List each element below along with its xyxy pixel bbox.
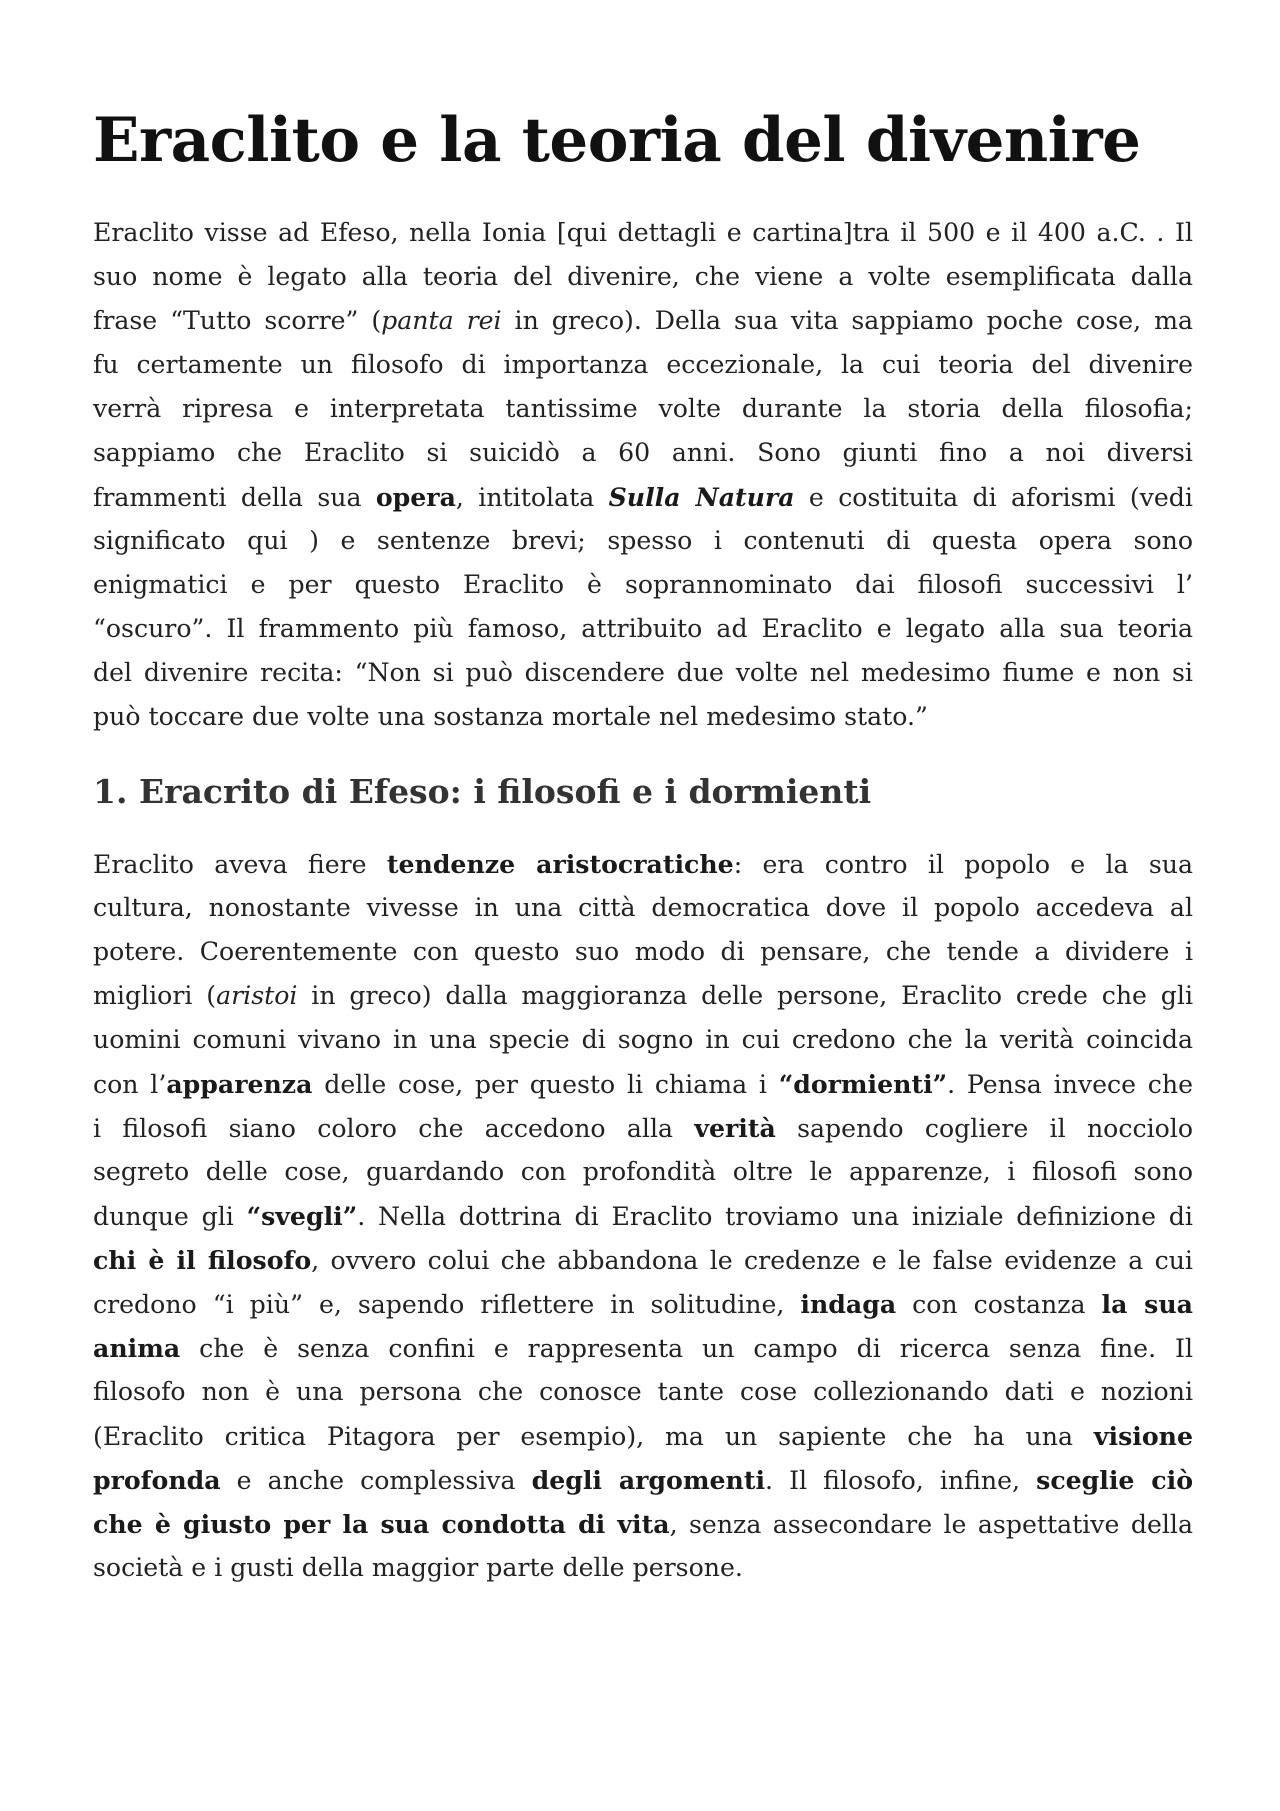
bold-term: anima xyxy=(93,1333,181,1363)
text-line: enigmatici e per questo Eraclito è soprannominato dai filosofi successivi l’ xyxy=(93,570,1193,599)
text-line: può toccare due volte una sostanza mortale nel medesimo stato.” xyxy=(93,702,928,731)
text-run: (Eraclito critica Pitagora per esempio), ma un sapiente che ha una xyxy=(93,1422,1094,1451)
text-run: , ovvero colui che abbandona le credenze e le false evidenze a cui xyxy=(311,1246,1193,1275)
text-run: . Il filosofo, infine, xyxy=(765,1466,1037,1495)
text-run: delle cose, per questo li chiama i xyxy=(312,1070,779,1099)
text-run: migliori ( xyxy=(93,981,217,1010)
text-run: sapendo cogliere il nocciolo xyxy=(775,1114,1194,1143)
text-line: suo nome è legato alla teoria del divenire, che viene a volte esemplificata dalla xyxy=(93,262,1193,291)
bold-term: chi è il filosofo xyxy=(93,1245,312,1275)
text-line xyxy=(93,299,1193,343)
bold-term: “svegli” xyxy=(246,1201,358,1231)
text-line: filosofo non è una persona che conosce tante cose collezionando dati e nozioni xyxy=(93,1377,1193,1406)
text-line: società e i gusti della maggior parte delle persone. xyxy=(93,1553,743,1582)
text-line xyxy=(93,1062,1193,1106)
text-line: fu certamente un filosofo di importanza eccezionale, la cui teoria del divenire xyxy=(93,350,1193,379)
text-run: e costituita di aforismi (vedi xyxy=(794,483,1193,512)
text-line xyxy=(93,842,1193,886)
italic-term: aristoi xyxy=(216,981,298,1010)
bold-term: sceglie ciò xyxy=(1036,1465,1193,1495)
text-run: , intitolata xyxy=(455,483,609,512)
bold-term: “dormienti” xyxy=(778,1069,948,1099)
bold-term: profonda xyxy=(93,1465,221,1495)
text-line xyxy=(93,1194,1193,1238)
text-line: Eraclito visse ad Efeso, nella Ionia [qui dettagli e cartina]tra il 500 e il 400 a.C. . Il xyxy=(93,218,1193,247)
text-run: . Nella dottrina di Eraclito troviamo una iniziale definizione di xyxy=(357,1202,1193,1231)
bold-term: apparenza xyxy=(166,1069,313,1099)
bold-term: tendenze aristocratiche xyxy=(386,849,734,879)
text-line xyxy=(93,475,1193,519)
bold-term: verità xyxy=(694,1113,776,1143)
text-run: , senza assecondare le aspettative della xyxy=(669,1510,1193,1539)
text-run: . Pensa invece che xyxy=(947,1070,1193,1099)
text-line: cultura, nonostante vivesse in una città democratica dove il popolo accedeva al xyxy=(93,893,1193,922)
text-line xyxy=(93,1414,1193,1458)
bold-term: opera xyxy=(375,482,456,512)
bold-italic-term: Sulla Natura xyxy=(608,482,795,512)
text-line: “oscuro”. Il frammento più famoso, attribuito ad Eraclito e legato alla sua teoria xyxy=(93,614,1193,643)
text-line: uomini comuni vivano in una specie di sogno in cui credono che la verità coincida xyxy=(93,1025,1193,1054)
italic-term: panta rei xyxy=(381,306,502,335)
text-line xyxy=(93,1282,1193,1326)
bold-term: indaga xyxy=(800,1289,897,1319)
text-run: frammenti della sua xyxy=(93,483,376,512)
bold-term: la sua xyxy=(1101,1289,1193,1319)
text-run: dunque gli xyxy=(93,1202,247,1231)
text-run: con costanza xyxy=(896,1290,1102,1319)
intro-paragraph xyxy=(93,211,1193,739)
text-run: e anche complessiva xyxy=(220,1466,532,1495)
text-line xyxy=(93,1326,1193,1370)
section-paragraph xyxy=(93,842,1193,1590)
text-run: con l’ xyxy=(93,1070,167,1099)
bold-term: visione xyxy=(1093,1421,1193,1451)
text-run: in greco). Della sua vita sappiamo poche cose, ma xyxy=(501,306,1193,335)
text-line xyxy=(93,1458,1193,1502)
text-run: credono “i più” e, sapendo riflettere in solitudine, xyxy=(93,1290,801,1319)
text-line: segreto delle cose, guardando con profondità oltre le apparenze, i filosofi sono xyxy=(93,1157,1193,1186)
text-line: verrà ripresa e interpretata tantissime volte durante la storia della filosofia; xyxy=(93,394,1193,423)
text-line xyxy=(93,1238,1193,1282)
bold-term: che è giusto per la sua condotta di vita xyxy=(93,1509,670,1539)
text-run: che è senza confini e rappresenta un campo di ricerca senza fine. Il xyxy=(180,1334,1193,1363)
text-run: frase “Tutto scorre” ( xyxy=(93,306,382,335)
text-line xyxy=(93,974,1193,1018)
text-run: i filosofi siano coloro che accedono alla xyxy=(93,1114,695,1143)
text-line xyxy=(93,1502,1193,1546)
text-line: potere. Coerentemente con questo suo modo di pensare, che tende a dividere i xyxy=(93,937,1193,966)
text-run: in greco) dalla maggioranza delle persone, Eraclito crede che gli xyxy=(297,981,1193,1010)
text-line: del divenire recita: “Non si può discendere due volte nel medesimo fiume e non si xyxy=(93,658,1193,687)
section-heading: 1. Eracrito di Efeso: i filosofi e i dormienti xyxy=(93,772,872,811)
bold-term: degli argomenti xyxy=(531,1465,766,1495)
text-run: Eraclito aveva fiere xyxy=(93,850,387,879)
text-run: : era contro il popolo e la sua xyxy=(733,850,1193,879)
text-line: significato qui ) e sentenze brevi; spesso i contenuti di questa opera sono xyxy=(93,526,1193,555)
page-title: Eraclito e la teoria del divenire xyxy=(93,105,1141,176)
text-line xyxy=(93,1106,1193,1150)
text-line: sappiamo che Eraclito si suicidò a 60 anni. Sono giunti fino a noi diversi xyxy=(93,438,1193,467)
